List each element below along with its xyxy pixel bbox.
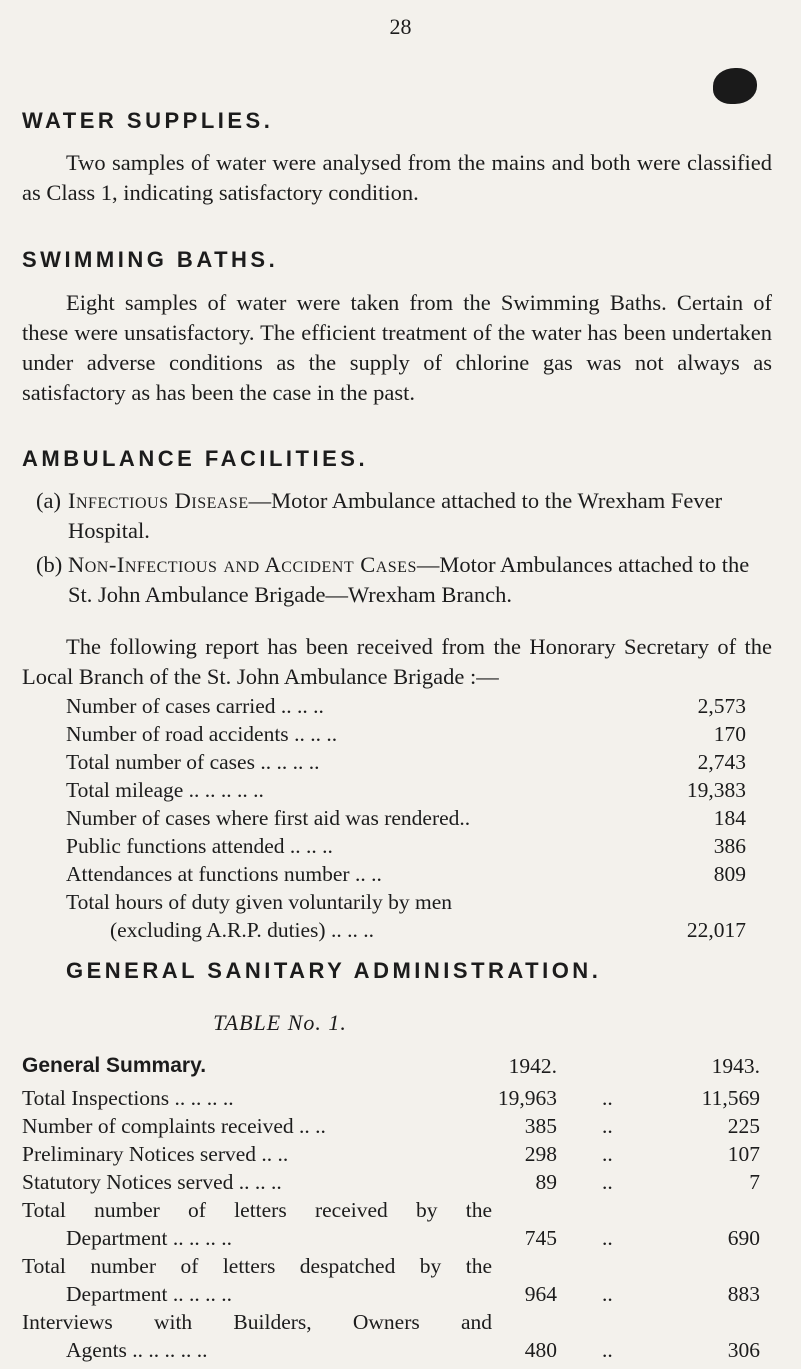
stat-leader: .. ..: [349, 862, 382, 886]
row-dots: ..: [602, 1338, 613, 1362]
value-1943: 690: [727, 1226, 760, 1250]
general-summary-table: [22, 1052, 762, 1364]
page-number: 28: [389, 14, 412, 39]
ambulance-item-a: [36, 486, 768, 546]
table-row: [22, 1336, 762, 1364]
swimming-baths-text: Eight samples of water were taken from the Swimming Baths. Certain of these were unsatisfactory. The efficient treatment of the water has been undertaken under adverse conditions as the supply of chlorine gas was not always as satisfactory as has been the case in the past.: [22, 290, 772, 405]
value-1943: 11,569: [701, 1086, 760, 1110]
value-1943: 225: [727, 1114, 760, 1138]
stats-row: [66, 888, 746, 916]
col-header-1942: 1942.: [508, 1054, 557, 1078]
stat-label: Total hours of duty given voluntarily by men: [66, 890, 453, 914]
sanitary-administration-heading: GENERAL SANITARY ADMINISTRATION.: [66, 958, 602, 983]
stats-row: [66, 692, 746, 720]
table-title: TABLE No. 1.: [213, 1010, 347, 1035]
table-row: [22, 1252, 762, 1280]
row-label: Agents .. .. .. .. ..: [66, 1338, 208, 1362]
table-row: [22, 1140, 762, 1168]
value-1942: 964: [524, 1282, 557, 1306]
value-1942: 298: [524, 1142, 557, 1166]
table-row: [22, 1308, 762, 1336]
table-row: [22, 1224, 762, 1252]
stat-value: 809: [713, 862, 746, 886]
stat-value: 2,573: [697, 694, 746, 718]
row-label: Department .. .. .. ..: [66, 1226, 232, 1250]
row-dots: ..: [602, 1170, 613, 1194]
value-1943: 883: [727, 1282, 760, 1306]
water-supplies-heading: WATER SUPPLIES.: [22, 108, 274, 133]
row-label: Department .. .. .. ..: [66, 1282, 232, 1306]
stat-value: 170: [713, 722, 746, 746]
stat-value: 386: [713, 834, 746, 858]
stat-label: (excluding A.R.P. duties) ..: [110, 918, 342, 942]
value-1943: 7: [749, 1170, 760, 1194]
item-a-title: Infectious Disease: [68, 488, 249, 513]
ink-blot: [713, 68, 757, 104]
stat-label: Attendances at functions number: [66, 862, 350, 886]
value-1943: 107: [727, 1142, 760, 1166]
value-1942: 19,963: [497, 1086, 557, 1110]
summary-header: General Summary.: [22, 1054, 207, 1077]
swimming-baths-heading: SWIMMING BATHS.: [22, 247, 279, 272]
row-label: Total number of letters despatched by the: [22, 1254, 492, 1278]
report-paragraph: [22, 632, 772, 692]
stats-row: [66, 804, 746, 832]
row-dots: ..: [602, 1282, 613, 1306]
table-row: [22, 1196, 762, 1224]
item-b-title: Non-Infectious and Accident Cases: [68, 552, 417, 577]
table-row: [22, 1084, 762, 1112]
table-header-row: [22, 1052, 762, 1084]
stat-label: Number of cases where first aid was rendered..: [66, 806, 471, 830]
stat-value: 19,383: [686, 778, 746, 802]
item-a-label: (a): [36, 488, 61, 513]
stat-value: 2,743: [697, 750, 746, 774]
stat-leader: .. .. ..: [271, 750, 320, 774]
value-1942: 385: [524, 1114, 557, 1138]
stat-leader: .. .. ..: [284, 834, 333, 858]
item-b-label: (b): [36, 552, 63, 577]
row-label: Statutory Notices served .. .. ..: [22, 1170, 282, 1194]
value-1942: 745: [524, 1226, 557, 1250]
water-supplies-paragraph: [22, 148, 772, 208]
stats-row: [66, 832, 746, 860]
stats-row: [66, 860, 746, 888]
stats-row: [66, 748, 746, 776]
item-a-text: —Motor Ambulance attached to the Wrexham Fever Hospital.: [68, 488, 723, 543]
stat-value: 22,017: [686, 918, 746, 942]
stats-row: [66, 720, 746, 748]
row-label: Number of complaints received .. ..: [22, 1114, 326, 1138]
table-row: [22, 1280, 762, 1308]
stat-label: Number of road accidents: [66, 722, 289, 746]
row-dots: ..: [602, 1142, 613, 1166]
row-dots: ..: [602, 1226, 613, 1250]
table-row: [22, 1112, 762, 1140]
report-text: The following report has been received from the Honorary Secretary of the Local Branch of the St. John Ambulance Brigade :—: [22, 634, 772, 689]
row-label: Interviews with Builders, Owners and: [22, 1310, 492, 1334]
ambulance-item-b: [36, 550, 768, 610]
stat-leader: .. ..: [341, 918, 374, 942]
stat-value: 184: [713, 806, 746, 830]
stat-label: Public functions attended: [66, 834, 285, 858]
value-1943: 306: [727, 1338, 760, 1362]
stat-label: Number of cases carried: [66, 694, 276, 718]
row-dots: ..: [602, 1114, 613, 1138]
row-label: Total Inspections .. .. .. ..: [22, 1086, 234, 1110]
row-label: Total number of letters received by the: [22, 1198, 492, 1222]
value-1942: 480: [524, 1338, 557, 1362]
stat-leader: .. .. .. .. ..: [183, 778, 264, 802]
ambulance-stats-list: [66, 692, 746, 944]
swimming-baths-paragraph: [22, 288, 772, 408]
water-supplies-text: Two samples of water were analysed from the mains and both were classified as Class 1, indicating satisfactory condition.: [22, 150, 772, 205]
stat-leader: .. .. ..: [275, 694, 324, 718]
col-header-1943: 1943.: [711, 1054, 760, 1078]
row-dots: ..: [602, 1086, 613, 1110]
row-label: Preliminary Notices served .. ..: [22, 1142, 289, 1166]
stat-leader: .. .. ..: [288, 722, 338, 746]
item-b-text: —Motor Ambulances attached to the St. John Ambulance Brigade—Wrexham Branch.: [68, 552, 750, 607]
value-1942: 89: [535, 1170, 557, 1194]
stat-label: Total mileage: [66, 778, 184, 802]
stats-row: [66, 776, 746, 804]
stats-row: [66, 916, 746, 944]
stat-label: Total number of cases ..: [66, 750, 272, 774]
ambulance-facilities-heading: AMBULANCE FACILITIES.: [22, 446, 369, 471]
table-row: [22, 1168, 762, 1196]
